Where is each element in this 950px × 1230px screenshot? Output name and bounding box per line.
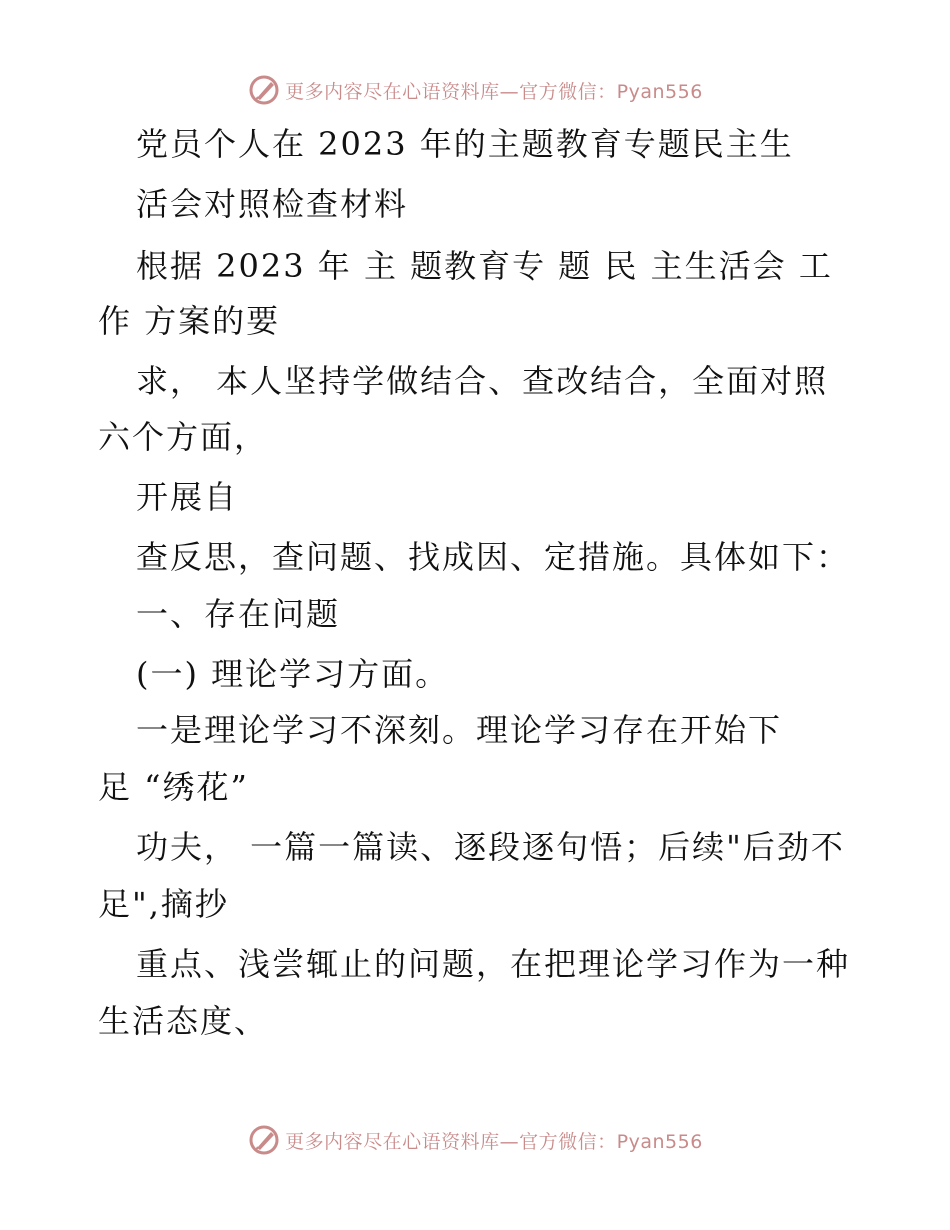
subsection-heading: (一) 理论学习方面。: [136, 655, 450, 693]
paragraph-line: 重点、浅尝辄止的问题，在把理论学习作为一种: [136, 945, 851, 983]
header-watermark: [0, 70, 950, 110]
paragraph-line: 六个方面，: [98, 418, 269, 456]
paragraph-line: 求， 本人坚持学做结合、查改结合，全面对照: [136, 362, 829, 400]
quill-pen-logo-icon: [247, 73, 281, 107]
paragraph-line: 足",摘抄: [98, 885, 229, 923]
paragraph-line: 开展自: [136, 478, 239, 516]
footer-watermark: [0, 1120, 950, 1160]
watermark-text: 更多内容尽在心语资料库—官方微信：Pyan556: [285, 80, 703, 103]
watermark-text: 更多内容尽在心语资料库—官方微信：Pyan556: [285, 1130, 703, 1153]
paragraph-line: 根据 2023 年 主 题教育专 题 民 主生活会 工: [136, 247, 833, 285]
paragraph-line: 作 方案的要: [98, 302, 281, 340]
paragraph-line: 生活态度、: [98, 1002, 269, 1040]
doc-title-line-2: 活会对照检查材料: [136, 185, 409, 223]
paragraph-line: 一是理论学习不深刻。理论学习存在开始下: [136, 711, 783, 749]
paragraph-line: 功夫， 一篇一篇读、逐段逐句悟；后续"后劲不: [136, 828, 845, 866]
section-heading: 一、存在问题: [136, 595, 341, 633]
quill-pen-logo-icon: [247, 1123, 281, 1157]
paragraph-line: 查反思，查问题、找成因、定措施。具体如下：: [136, 538, 851, 576]
doc-title-line-1: 党员个人在 2023 年的主题教育专题民主生: [136, 125, 794, 163]
paragraph-line: 足 “绣花”: [98, 768, 249, 806]
